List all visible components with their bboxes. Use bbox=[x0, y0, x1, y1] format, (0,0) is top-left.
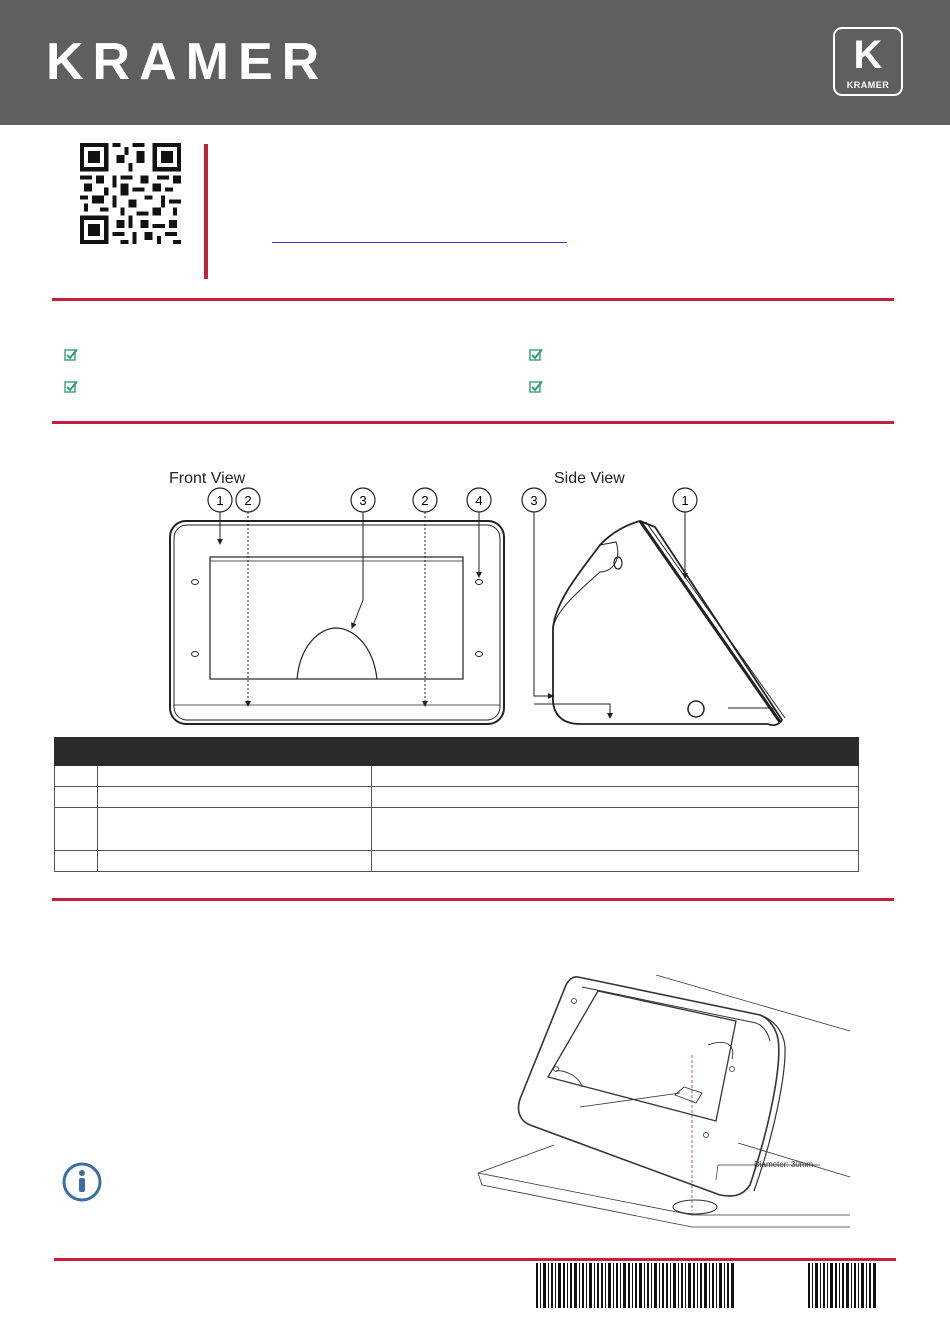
table-cell bbox=[98, 808, 372, 851]
info-icon bbox=[61, 1161, 103, 1203]
callout-1: 1 bbox=[216, 493, 224, 508]
section-divider bbox=[52, 421, 894, 424]
checkbox-checked-icon bbox=[64, 380, 78, 394]
checkbox-checked-icon bbox=[529, 380, 543, 394]
qr-code-icon[interactable] bbox=[80, 143, 181, 244]
parts-table bbox=[54, 737, 859, 872]
table-cell bbox=[55, 851, 98, 872]
table-cell bbox=[55, 766, 98, 787]
side-callouts bbox=[522, 488, 697, 512]
callout-2: 2 bbox=[421, 493, 429, 508]
callout-4: 4 bbox=[475, 493, 483, 508]
table-row bbox=[55, 851, 859, 872]
table-row bbox=[55, 787, 859, 808]
table-cell bbox=[98, 851, 372, 872]
callout-3: 3 bbox=[359, 493, 367, 508]
table-cell bbox=[98, 766, 372, 787]
header-bar bbox=[0, 0, 950, 125]
front-view-drawing bbox=[170, 521, 504, 724]
table-cell bbox=[372, 787, 859, 808]
barcode-icon bbox=[536, 1263, 734, 1308]
front-callouts bbox=[208, 488, 491, 512]
table-header-feature bbox=[98, 738, 372, 766]
table-cell bbox=[98, 787, 372, 808]
table-cell bbox=[372, 851, 859, 872]
table-cell bbox=[372, 766, 859, 787]
checkbox-checked-icon bbox=[529, 348, 543, 362]
installation-drawing bbox=[470, 975, 855, 1230]
table-cell bbox=[55, 808, 98, 851]
table-row bbox=[55, 808, 859, 851]
table-cell bbox=[372, 808, 859, 851]
section-divider bbox=[52, 898, 894, 901]
logo-caption: KRAMER bbox=[846, 80, 890, 90]
table-cell bbox=[55, 787, 98, 808]
side-view-drawing bbox=[553, 521, 785, 725]
hyperlink-underline[interactable] bbox=[272, 242, 567, 243]
front-view-label: Front View bbox=[169, 470, 246, 487]
product-diagram bbox=[160, 460, 800, 735]
accent-vertical-bar bbox=[204, 144, 208, 279]
table-header-number bbox=[55, 738, 98, 766]
checkbox-checked-icon bbox=[64, 348, 78, 362]
footer-divider bbox=[54, 1258, 896, 1261]
table-header-row bbox=[55, 738, 859, 766]
barcode-icon bbox=[808, 1263, 876, 1308]
kramer-wordmark: KRAMER bbox=[46, 33, 329, 91]
kramer-logo-icon bbox=[833, 27, 903, 96]
callout-3: 3 bbox=[530, 493, 538, 508]
callout-1: 1 bbox=[681, 493, 689, 508]
side-view-label: Side View bbox=[554, 470, 625, 487]
table-header-function bbox=[372, 738, 859, 766]
logo-letter: K bbox=[853, 33, 883, 77]
table-row bbox=[55, 766, 859, 787]
section-divider bbox=[52, 298, 894, 301]
callout-2: 2 bbox=[244, 493, 252, 508]
diameter-annotation: Diameter: 30mm bbox=[754, 1160, 814, 1169]
